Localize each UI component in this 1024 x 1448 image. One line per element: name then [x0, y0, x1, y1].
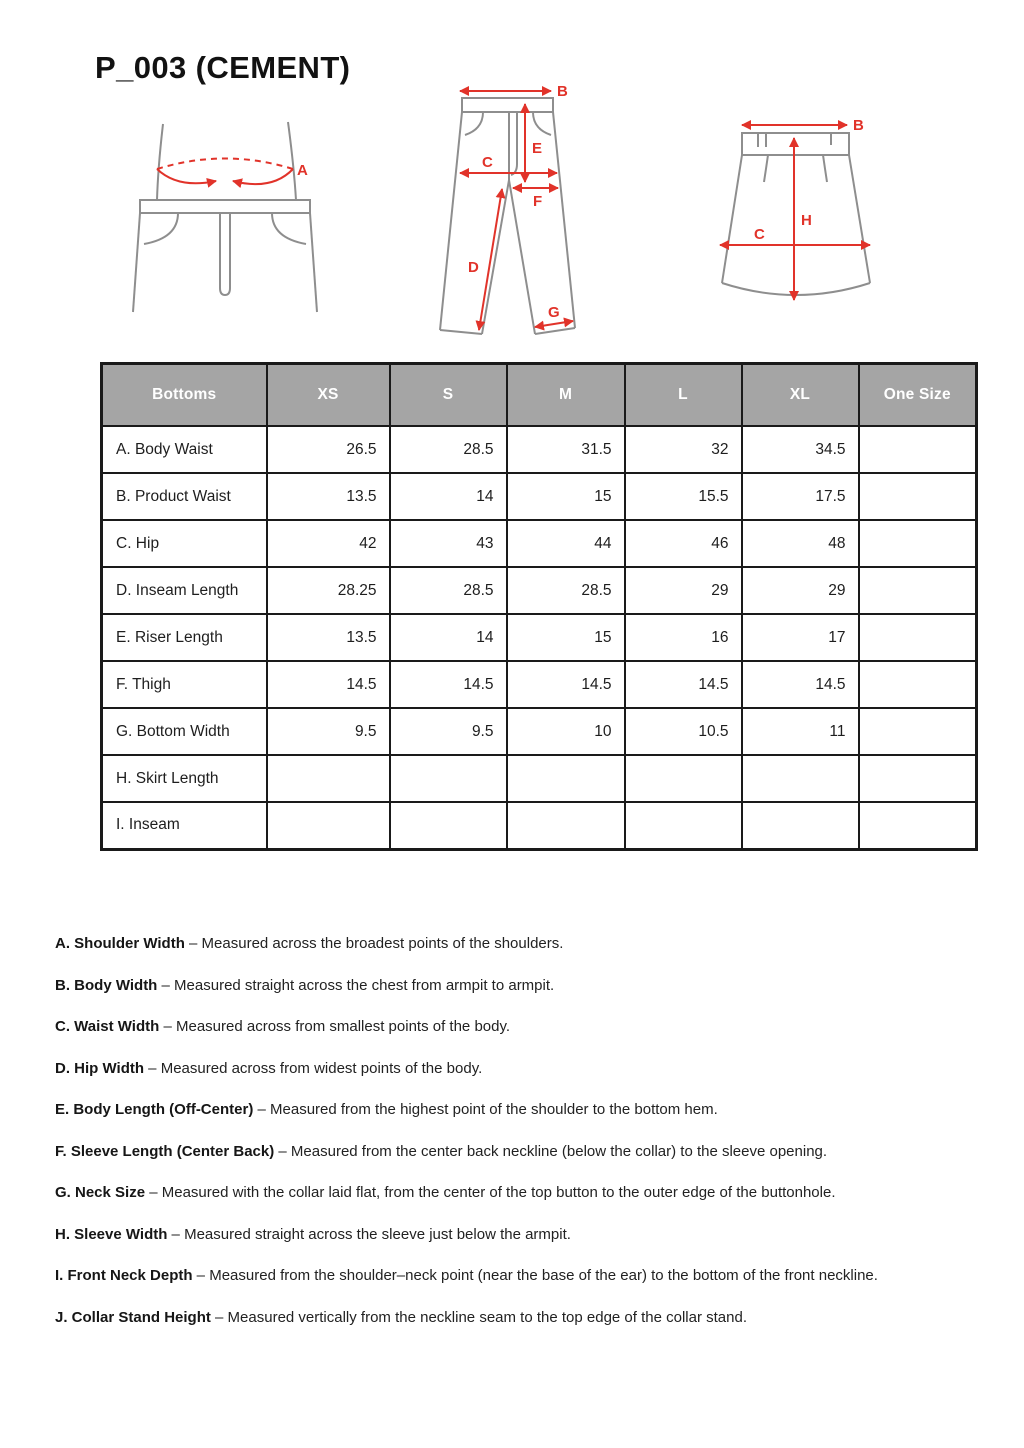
size-value-cell: 13.5	[267, 614, 390, 661]
waist-circumference-arrow	[157, 159, 308, 185]
size-value-cell	[859, 614, 977, 661]
legend-item	[55, 1016, 940, 1038]
size-value-cell	[859, 755, 977, 802]
size-value-cell: 29	[625, 567, 742, 614]
measurement-row-label: A. Body Waist	[102, 426, 267, 473]
size-value-cell: 14.5	[507, 661, 625, 708]
table-row	[102, 755, 977, 802]
legend-separator: –	[210, 1308, 228, 1326]
legend-item	[55, 1058, 940, 1080]
legend-item	[55, 1307, 940, 1329]
legend-item	[55, 1182, 940, 1204]
legend-item	[55, 1141, 940, 1163]
legend-description: Measured from the highest point of the shoulder to the bottom hem.	[270, 1101, 718, 1118]
skirt-outline	[722, 133, 870, 295]
measurement-row-label: H. Skirt Length	[102, 755, 267, 802]
size-value-cell	[859, 567, 977, 614]
legend-separator: –	[184, 935, 202, 952]
size-value-cell: 44	[507, 520, 625, 567]
size-value-cell	[859, 661, 977, 708]
size-table-body	[102, 426, 977, 849]
size-value-cell: 13.5	[267, 473, 390, 520]
measure-label-a: A	[297, 162, 308, 179]
legend-term: H. Sleeve Width	[55, 1225, 168, 1243]
legend-term: A. Shoulder Width	[55, 935, 185, 952]
measure-label-d: D	[468, 259, 479, 276]
legend-item	[55, 933, 940, 955]
size-value-cell: 28.25	[267, 567, 390, 614]
legend-description: Measured from the center back neckline (below the collar) to the sleeve opening.	[290, 1142, 828, 1160]
size-value-cell: 14	[390, 614, 507, 661]
size-value-cell: 48	[742, 520, 859, 567]
measurement-row-label: G. Bottom Width	[102, 708, 267, 755]
size-table-header	[102, 364, 977, 427]
size-value-cell	[390, 755, 507, 802]
size-value-cell: 9.5	[267, 708, 390, 755]
legend-item	[55, 1224, 940, 1246]
size-value-cell	[390, 802, 507, 849]
measure-label-g: G	[548, 304, 560, 321]
legend-separator: –	[145, 1184, 162, 1201]
measure-label-c: C	[482, 154, 493, 171]
legend-term: C. Waist Width	[55, 1018, 160, 1035]
legend-description: Measured from the shoulder–neck point (near the base of the ear) to the bottom of the front neckline.	[209, 1267, 878, 1284]
legend-separator: –	[167, 1225, 185, 1243]
legend-separator: –	[192, 1267, 210, 1284]
legend-description: Measured straight across the sleeve just below the armpit.	[184, 1225, 571, 1243]
size-value-cell: 9.5	[390, 708, 507, 755]
measure-label-h: H	[801, 212, 812, 229]
measurement-legend	[55, 933, 940, 1348]
measurement-row-label: B. Product Waist	[102, 473, 267, 520]
measurement-row-label: I. Inseam	[102, 802, 267, 849]
size-value-cell: 26.5	[267, 426, 390, 473]
legend-separator: –	[157, 976, 175, 994]
size-value-cell	[859, 426, 977, 473]
table-row	[102, 708, 977, 755]
skirt-measure-diagram	[700, 108, 890, 313]
size-value-cell	[507, 755, 625, 802]
table-row	[102, 802, 977, 849]
measure-label-c: C	[754, 226, 765, 243]
legend-term: E. Body Length (Off-Center)	[55, 1101, 254, 1118]
legend-term: G. Neck Size	[55, 1184, 146, 1201]
legend-description: Measured vertically from the neckline seam to the top edge of the collar stand.	[227, 1308, 747, 1326]
table-row	[102, 426, 977, 473]
size-value-cell: 11	[742, 708, 859, 755]
legend-separator: –	[144, 1059, 161, 1077]
size-value-cell: 14.5	[625, 661, 742, 708]
legend-separator: –	[253, 1101, 271, 1118]
size-table-head-row	[102, 364, 977, 427]
column-header: L	[625, 364, 742, 427]
size-value-cell	[625, 755, 742, 802]
size-value-cell: 14.5	[267, 661, 390, 708]
size-value-cell	[625, 802, 742, 849]
table-row	[102, 567, 977, 614]
size-value-cell: 15.5	[625, 473, 742, 520]
table-row	[102, 473, 977, 520]
legend-item	[55, 975, 940, 997]
size-value-cell	[742, 802, 859, 849]
table-row	[102, 614, 977, 661]
size-value-cell	[859, 473, 977, 520]
measurement-row-label: E. Riser Length	[102, 614, 267, 661]
legend-description: Measured straight across the chest from armpit to armpit.	[174, 976, 555, 994]
size-value-cell: 43	[390, 520, 507, 567]
legend-separator: –	[159, 1018, 176, 1035]
legend-term: I. Front Neck Depth	[55, 1267, 193, 1284]
size-value-cell: 15	[507, 614, 625, 661]
size-value-cell: 14.5	[742, 661, 859, 708]
column-header: XL	[742, 364, 859, 427]
pants-outline	[440, 98, 575, 334]
legend-description: Measured across the broadest points of the shoulders.	[201, 935, 564, 952]
legend-description: Measured across from widest points of the body.	[160, 1059, 483, 1077]
legend-item	[55, 1265, 940, 1287]
measure-label-b: B	[853, 117, 864, 134]
size-value-cell	[507, 802, 625, 849]
legend-item	[55, 1099, 940, 1121]
legend-separator: –	[274, 1142, 291, 1160]
size-value-cell: 31.5	[507, 426, 625, 473]
measure-label-e: E	[532, 140, 543, 157]
size-value-cell: 17.5	[742, 473, 859, 520]
size-value-cell: 29	[742, 567, 859, 614]
size-value-cell: 28.5	[390, 567, 507, 614]
size-value-cell: 28.5	[390, 426, 507, 473]
size-value-cell: 15	[507, 473, 625, 520]
torso-pants-outline	[133, 122, 317, 312]
table-row	[102, 520, 977, 567]
column-header: M	[507, 364, 625, 427]
column-header: Bottoms	[102, 364, 267, 427]
measurement-row-label: F. Thigh	[102, 661, 267, 708]
size-value-cell: 28.5	[507, 567, 625, 614]
measure-label-b: B	[557, 83, 568, 100]
page-title: P_003 (CEMENT)	[95, 50, 351, 85]
waist-measure-diagram	[130, 112, 325, 317]
size-value-cell: 10	[507, 708, 625, 755]
table-row	[102, 661, 977, 708]
size-value-cell: 16	[625, 614, 742, 661]
legend-term: B. Body Width	[55, 976, 158, 994]
size-value-cell	[859, 520, 977, 567]
size-value-cell: 46	[625, 520, 742, 567]
size-value-cell: 14	[390, 473, 507, 520]
legend-description: Measured with the collar laid flat, from the center of the top button to the outer edge of the buttonhole.	[161, 1184, 836, 1201]
size-value-cell	[267, 802, 390, 849]
measurement-row-label: D. Inseam Length	[102, 567, 267, 614]
size-value-cell: 34.5	[742, 426, 859, 473]
legend-description: Measured across from smallest points of the body.	[175, 1018, 511, 1035]
pants-measure-diagram	[432, 76, 612, 344]
column-header: S	[390, 364, 507, 427]
size-table	[100, 362, 978, 851]
size-value-cell	[859, 802, 977, 849]
legend-term: D. Hip Width	[55, 1059, 145, 1077]
size-value-cell	[742, 755, 859, 802]
size-value-cell: 17	[742, 614, 859, 661]
column-header: XS	[267, 364, 390, 427]
size-value-cell	[267, 755, 390, 802]
size-value-cell: 14.5	[390, 661, 507, 708]
legend-term: J. Collar Stand Height	[55, 1308, 211, 1326]
size-value-cell	[859, 708, 977, 755]
column-header: One Size	[859, 364, 977, 427]
size-value-cell: 32	[625, 426, 742, 473]
measure-label-f: F	[533, 193, 543, 210]
measurement-row-label: C. Hip	[102, 520, 267, 567]
size-value-cell: 10.5	[625, 708, 742, 755]
legend-term: F. Sleeve Length (Center Back)	[55, 1142, 275, 1160]
size-value-cell: 42	[267, 520, 390, 567]
